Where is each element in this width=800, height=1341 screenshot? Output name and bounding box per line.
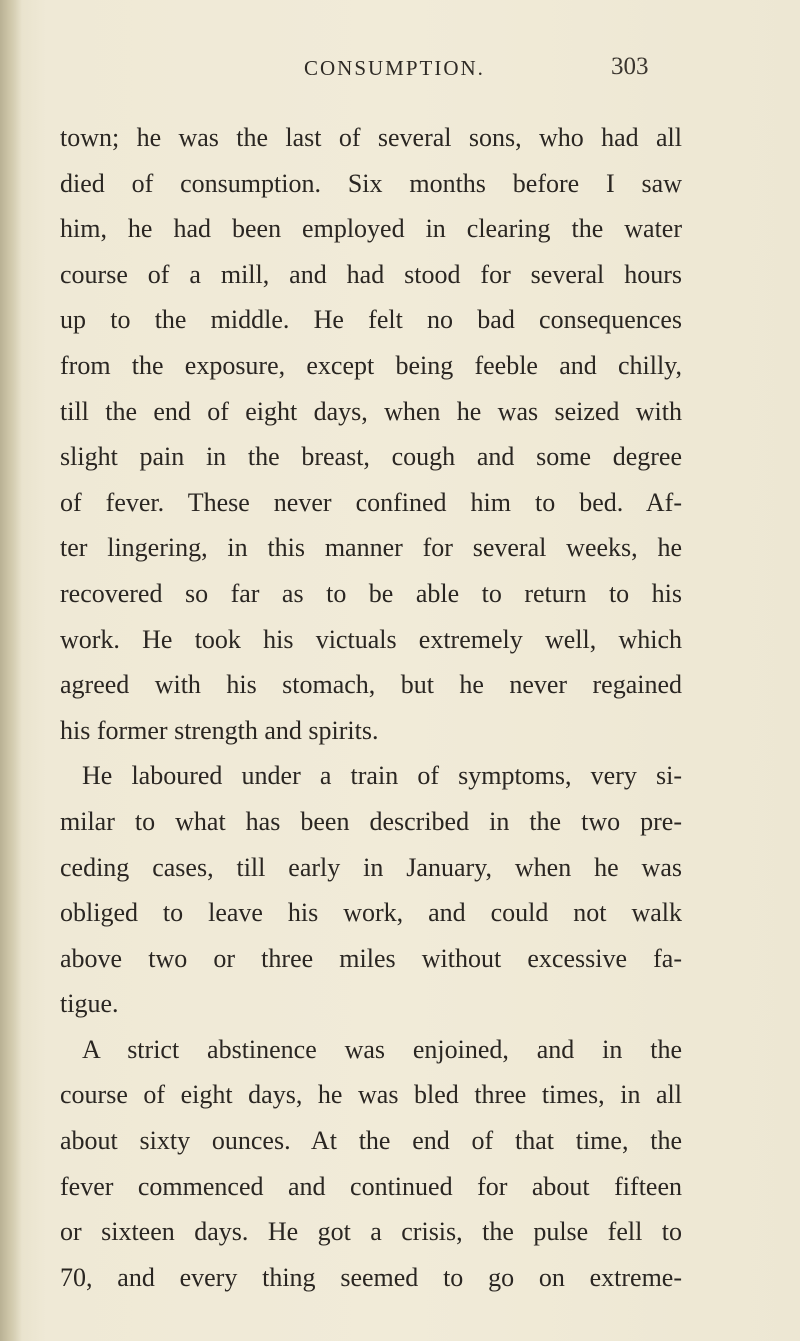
page-number: 303: [611, 53, 649, 80]
text-line: recovered so far as to be able to return to his: [60, 578, 682, 608]
text-line: A strict abstinence was enjoined, and in the: [82, 1034, 682, 1064]
text-line: ceding cases, till early in January, when he was: [60, 852, 682, 882]
text-line: him, he had been employed in clearing the water: [60, 214, 682, 244]
text-line: his former strength and spirits.: [60, 715, 379, 745]
text-line: fever commenced and continued for about fifteen: [60, 1171, 682, 1201]
body-text: [60, 115, 750, 1300]
text-line: town; he was the last of several sons, who had all: [60, 123, 682, 152]
text-line: slight pain in the breast, cough and some degree: [60, 442, 682, 472]
text-line: work. He took his victuals extremely well, which: [60, 624, 682, 654]
text-line: died of consumption. Six months before I saw: [60, 168, 682, 198]
text-line: He laboured under a train of symptoms, very si-: [82, 761, 682, 791]
text-line: ter lingering, in this manner for several weeks, he: [60, 533, 682, 563]
text-line: milar to what has been described in the two pre-: [60, 806, 682, 836]
text-line: course of eight days, he was bled three times, in all: [60, 1080, 682, 1110]
text-line: of fever. These never confined him to bed. Af-: [60, 487, 682, 517]
text-line: agreed with his stomach, but he never regained: [60, 670, 682, 700]
text-line: or sixteen days. He got a crisis, the pulse fell to: [60, 1217, 682, 1247]
text-line: tigue.: [60, 989, 119, 1019]
text-line: course of a mill, and had stood for several hours: [60, 259, 682, 289]
text-line: about sixty ounces. At the end of that time, the: [60, 1126, 682, 1156]
text-line: up to the middle. He felt no bad consequences: [60, 305, 682, 335]
text-line: above two or three miles without excessive fa-: [60, 943, 682, 973]
text-line: 70, and every thing seemed to go on extreme-: [60, 1262, 682, 1292]
text-line: obliged to leave his work, and could not walk: [60, 898, 682, 928]
text-line: from the exposure, except being feeble and chilly,: [60, 350, 682, 380]
text-line: till the end of eight days, when he was seized with: [60, 396, 682, 426]
running-head: [0, 48, 800, 88]
running-title: CONSUMPTION.: [304, 56, 485, 80]
page-gutter: [0, 0, 22, 1341]
